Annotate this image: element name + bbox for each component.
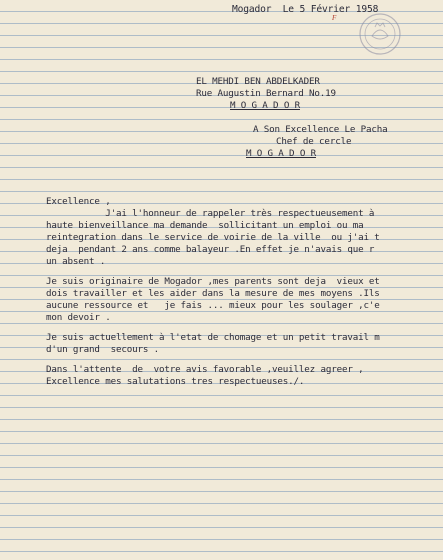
body-line: deja pendant 2 ans comme balayeur .En effet je n'avais que r xyxy=(46,244,375,255)
body-line: d'un grand secours . xyxy=(46,344,160,355)
body-line: reintegration dans le service de voirie de la ville ou j'ai t xyxy=(46,232,380,243)
body-line: Je suis originaire de Mogador ,mes parents sont deja vieux et xyxy=(46,276,380,287)
body-line: mon devoir . xyxy=(46,312,111,323)
body-line: Je suis actuellement à l'etat de chomage et un petit travail m xyxy=(46,332,380,343)
recipient-title: A Son Excellence Le Pacha xyxy=(253,124,388,135)
sender-address: Rue Augustin Bernard No.19 xyxy=(196,88,336,99)
body-line: haute bienveillance ma demande sollicitant un emploi ou ma xyxy=(46,220,364,231)
red-annotation: F xyxy=(332,14,337,22)
recipient-city: M O G A D O R xyxy=(246,148,316,159)
body-line: J'ai l'honneur de rappeler très respectueusement à xyxy=(46,208,375,219)
sender-city: M O G A D O R xyxy=(230,100,300,111)
body-line: aucune ressource et je fais ... mieux pour les soulager ,c'e xyxy=(46,300,380,311)
body-line: dois travailler et les aider dans la mesure de mes moyens .Ils xyxy=(46,288,380,299)
place-and-date: Mogador Le 5 Février 1958 xyxy=(232,4,379,15)
sender-name: EL MEHDI BEN ABDELKADER xyxy=(196,76,320,87)
closing-line: Dans l'attente de votre avis favorable ,veuillez agreer , xyxy=(46,364,364,375)
recipient-role: Chef de cercle xyxy=(276,136,352,147)
closing-line: Excellence mes salutations tres respectueuses./. xyxy=(46,376,305,387)
body-line: un absent . xyxy=(46,256,106,267)
salutation: Excellence , xyxy=(46,196,111,207)
official-seal-icon xyxy=(358,12,402,56)
